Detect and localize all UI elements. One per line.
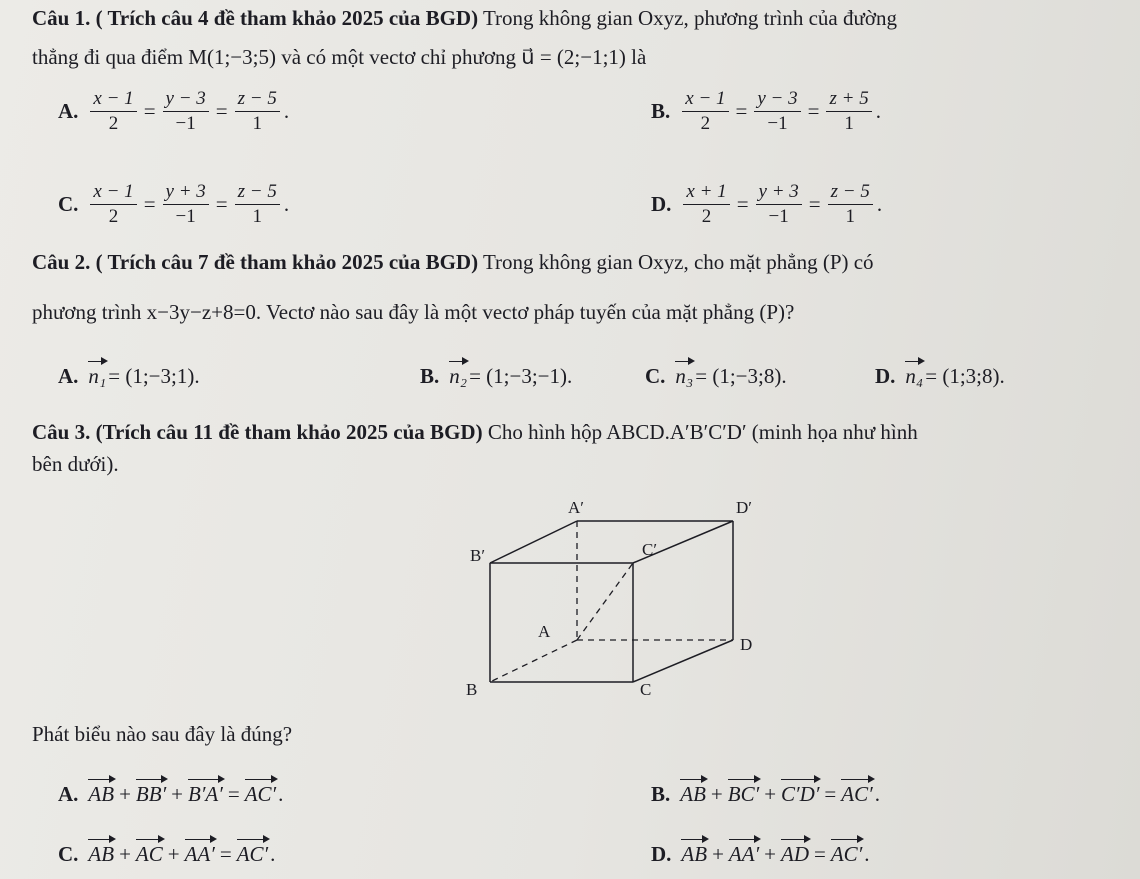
q2-option-a[interactable] bbox=[58, 364, 200, 389]
option-label: B. bbox=[420, 364, 440, 388]
q1-text1: Trong không gian Oxyz, phương trình của đường bbox=[478, 6, 897, 30]
fraction: $\frac{x - 1}{2}$ bbox=[90, 181, 136, 228]
option-label: A. bbox=[58, 364, 79, 388]
label-d-prime: D′ bbox=[736, 498, 752, 517]
vector: AB bbox=[680, 782, 706, 806]
q2-text1: Trong không gian Oxyz, cho mặt phẳng (P) có bbox=[478, 250, 874, 274]
vector: AC′ bbox=[830, 842, 863, 866]
option-label: C. bbox=[645, 364, 666, 388]
q1-line2: thẳng đi qua điểm M(1;−3;5) và có một vectơ chỉ phương u⃗ = (2;−1;1) là bbox=[32, 45, 647, 69]
fraction: $\frac{y - 3}{-1}$ bbox=[163, 88, 209, 135]
vector: AC bbox=[135, 842, 163, 866]
option-label: C. bbox=[58, 192, 79, 216]
q1-option-c[interactable]: C. $\frac{x - 1}{2}$ = $\frac{y + 3}{-1}$ = $\frac{z - 5}{1}$ . bbox=[58, 181, 290, 227]
hidden-edge-ab bbox=[490, 640, 577, 682]
q2-option-c[interactable] bbox=[645, 364, 787, 389]
option-label: B. bbox=[651, 99, 671, 123]
q1-option-b[interactable]: B. $\frac{x - 1}{2}$ = $\frac{y - 3}{-1}$ = $\frac{z + 5}{1}$ . bbox=[651, 88, 881, 134]
q2-option-b[interactable] bbox=[420, 364, 572, 389]
fraction: $\frac{y + 3}{-1}$ bbox=[756, 181, 802, 228]
q3-line1 bbox=[32, 420, 918, 445]
vector: BB′ bbox=[135, 782, 167, 806]
normal-vector: n₁ bbox=[88, 364, 107, 388]
label-c-prime: C′ bbox=[642, 540, 658, 559]
option-label: A. bbox=[58, 99, 79, 123]
q1-title: Câu 1. ( Trích câu 4 đề tham khảo 2025 của BGD) bbox=[32, 6, 479, 30]
q2-line1 bbox=[32, 250, 874, 275]
normal-vector: n₂ bbox=[449, 364, 468, 388]
fraction: $\frac{y + 3}{-1}$ bbox=[163, 181, 209, 228]
q3-text1: Cho hình hộp ABCD.A′B′C′D′ (minh họa như hình bbox=[482, 420, 918, 444]
option-label: A. bbox=[58, 782, 79, 806]
hidden-diagonal-ac1 bbox=[577, 563, 633, 640]
label-b-prime: B′ bbox=[470, 546, 486, 565]
q3-prompt: Phát biểu nào sau đây là đúng? bbox=[32, 722, 293, 746]
q3-line2: bên dưới). bbox=[32, 452, 119, 476]
vector: AA′ bbox=[184, 842, 215, 866]
vector: AC′ bbox=[841, 782, 873, 806]
vector: AB bbox=[681, 842, 708, 866]
q3-option-d[interactable]: D. AB + AA′ + AD = AC′ . bbox=[651, 842, 870, 866]
vector: C′D′ bbox=[781, 782, 820, 806]
q1-option-d[interactable]: D. $\frac{x + 1}{2}$ = $\frac{y + 3}{-1}$ = $\frac{z - 5}{1}$ . bbox=[651, 181, 883, 227]
normal-vector: n₄ bbox=[905, 364, 924, 388]
label-d: D bbox=[740, 635, 753, 654]
label-a-prime: A′ bbox=[568, 498, 584, 517]
top-face bbox=[490, 521, 733, 563]
normal-vector: n₃ bbox=[675, 364, 694, 388]
q3-option-a[interactable]: A. AB + BB′ + B′A′ = AC′ . bbox=[58, 782, 284, 806]
option-label: C. bbox=[58, 842, 79, 866]
vector: AB bbox=[88, 842, 115, 866]
fraction: $\frac{x + 1}{2}$ bbox=[683, 181, 729, 228]
q3-option-c[interactable]: C. AB + AC + AA′ = AC′ . bbox=[58, 842, 276, 866]
fraction: $\frac{y - 3}{-1}$ bbox=[754, 88, 800, 135]
vector: AD bbox=[781, 842, 810, 866]
option-label: D. bbox=[651, 192, 672, 216]
q2-option-d[interactable] bbox=[875, 364, 1005, 389]
vector-value: = (1;−3;−1). bbox=[469, 364, 573, 388]
vector: B′A′ bbox=[188, 782, 223, 806]
label-c: C bbox=[640, 680, 652, 699]
q2-line2: phương trình x−3y−z+8=0. Vectơ nào sau đây là một vectơ pháp tuyến của mặt phẳng (P)? bbox=[32, 300, 795, 324]
vector-value: = (1;3;8). bbox=[925, 364, 1005, 388]
q1-line1 bbox=[32, 6, 897, 31]
edge-cd bbox=[633, 640, 733, 682]
label-b: B bbox=[466, 680, 478, 699]
fraction: $\frac{z - 5}{1}$ bbox=[235, 88, 280, 135]
vector: AC′ bbox=[244, 782, 277, 806]
label-a: A bbox=[538, 622, 551, 641]
vector-value: = (1;−3;8). bbox=[695, 364, 787, 388]
vector: AC′ bbox=[236, 842, 269, 866]
fraction: $\frac{z + 5}{1}$ bbox=[826, 88, 871, 135]
option-label: D. bbox=[651, 842, 672, 866]
fraction: $\frac{x - 1}{2}$ bbox=[90, 88, 136, 135]
vector-value: = (1;−3;1). bbox=[108, 364, 200, 388]
q1-option-a[interactable]: A. $\frac{x - 1}{2}$ = $\frac{y - 3}{-1}$ = $\frac{z - 5}{1}$ . bbox=[58, 88, 290, 134]
q3-option-b[interactable]: B. AB + BC′ + C′D′ = AC′ . bbox=[651, 782, 880, 806]
parallelepiped-figure bbox=[450, 495, 780, 705]
option-label: D. bbox=[875, 364, 896, 388]
q3-title: Câu 3. (Trích câu 11 đề tham khảo 2025 của BGD) bbox=[32, 420, 483, 444]
q2-title: Câu 2. ( Trích câu 7 đề tham khảo 2025 của BGD) bbox=[32, 250, 479, 274]
vector: BC′ bbox=[727, 782, 760, 806]
fraction: $\frac{z - 5}{1}$ bbox=[828, 181, 873, 228]
fraction: $\frac{x - 1}{2}$ bbox=[682, 88, 728, 135]
vector: AB bbox=[88, 782, 115, 806]
option-label: B. bbox=[651, 782, 671, 806]
vector: AA′ bbox=[728, 842, 760, 866]
fraction: $\frac{z - 5}{1}$ bbox=[235, 181, 280, 228]
